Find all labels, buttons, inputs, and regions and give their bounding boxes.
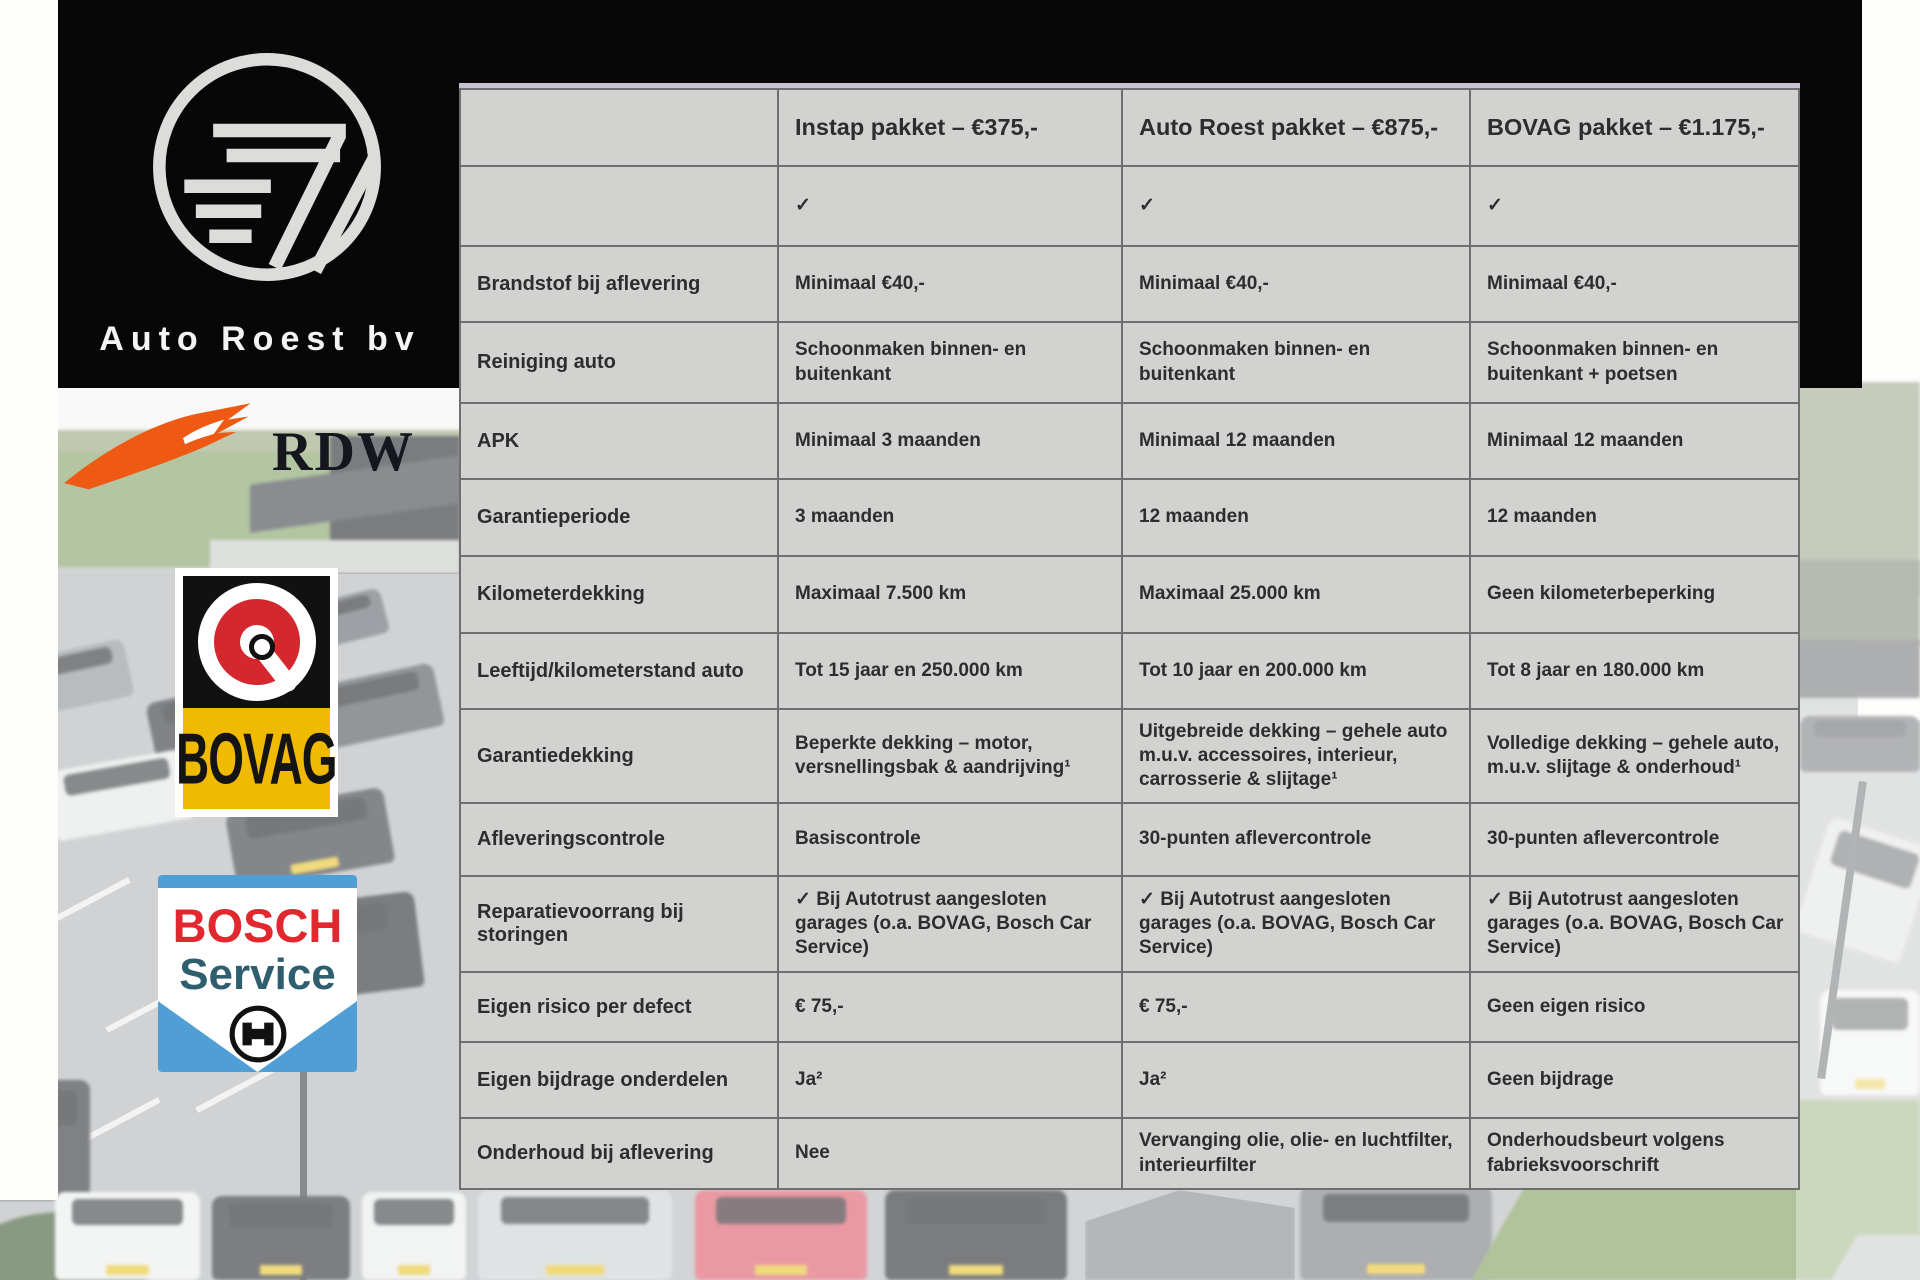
- package-cell: Minimaal 12 maanden: [1122, 403, 1470, 479]
- row-label: Garantiedekking: [460, 709, 778, 803]
- van-shape: [1300, 1186, 1492, 1280]
- package-cell: Tot 10 jaar en 200.000 km: [1122, 633, 1470, 709]
- package-cell: Volledige dekking – gehele auto, m.u.v. slijtage & onderhoud¹: [1470, 709, 1799, 803]
- table-row: [460, 709, 1799, 803]
- column-header: Auto Roest pakket – €875,-: [1122, 89, 1470, 166]
- package-cell: Beperkte dekking – motor, versnellingsbak & aandrijving¹: [778, 709, 1122, 803]
- car-shape: [478, 1190, 672, 1280]
- package-cell: Basiscontrole: [778, 803, 1122, 876]
- package-cell: ✓: [778, 166, 1122, 246]
- row-label: APK: [460, 403, 778, 479]
- bosch-service-wordmark: Service: [179, 950, 336, 999]
- containers-right: [1796, 640, 1920, 698]
- car-shape: [212, 1196, 350, 1280]
- package-cell: Ja²: [1122, 1042, 1470, 1118]
- package-cell: Ja²: [778, 1042, 1122, 1118]
- package-cell: € 75,-: [1122, 972, 1470, 1042]
- package-cell: Tot 8 jaar en 180.000 km: [1470, 633, 1799, 709]
- row-label: Eigen bijdrage onderdelen: [460, 1042, 778, 1118]
- package-cell: Tot 15 jaar en 250.000 km: [778, 633, 1122, 709]
- package-cell: 30-punten aflevercontrole: [1122, 803, 1470, 876]
- table-row: [460, 322, 1799, 403]
- package-cell: Onderhoudsbeurt volgens fabrieksvoorschrift: [1470, 1118, 1799, 1189]
- package-cell: Minimaal €40,-: [1122, 246, 1470, 322]
- grass-right: [1796, 1100, 1920, 1235]
- column-header: Instap pakket – €375,-: [778, 89, 1122, 166]
- package-cell: Maximaal 25.000 km: [1122, 556, 1470, 633]
- table-row: [460, 1042, 1799, 1118]
- bosch-service-logo: [158, 875, 357, 1072]
- package-cell: 30-punten aflevercontrole: [1470, 803, 1799, 876]
- package-cell: Minimaal €40,-: [778, 246, 1122, 322]
- package-cell: Minimaal €40,-: [1470, 246, 1799, 322]
- table-header-row: [460, 89, 1799, 166]
- row-label: Reparatievoorrang bij storingen: [460, 876, 778, 972]
- table-row: [460, 166, 1799, 246]
- bosch-wordmark: BOSCH: [172, 899, 343, 952]
- package-cell: Minimaal 3 maanden: [778, 403, 1122, 479]
- package-cell: 12 maanden: [1122, 479, 1470, 556]
- car-shape: [695, 1190, 867, 1280]
- row-label: Onderhoud bij aflevering: [460, 1118, 778, 1189]
- package-cell: Schoonmaken binnen- en buitenkant: [1122, 322, 1470, 403]
- package-cell: 3 maanden: [778, 479, 1122, 556]
- table-body: [460, 166, 1799, 1189]
- car-shape: [885, 1190, 1067, 1280]
- car-shape: [362, 1192, 466, 1280]
- table-row: [460, 803, 1799, 876]
- table-row: [460, 1118, 1799, 1189]
- row-label: [460, 166, 778, 246]
- package-cell: Geen kilometerbeperking: [1470, 556, 1799, 633]
- package-cell: 12 maanden: [1470, 479, 1799, 556]
- package-cell: Nee: [778, 1118, 1122, 1189]
- car-shape: [55, 1192, 200, 1280]
- car-shape: [1800, 716, 1920, 772]
- column-header: BOVAG pakket – €1.175,-: [1470, 89, 1799, 166]
- row-label: Brandstof bij aflevering: [460, 246, 778, 322]
- package-cell: ✓ Bij Autotrust aangesloten garages (o.a. BOVAG, Bosch Car Service): [778, 876, 1122, 972]
- table-row: [460, 876, 1799, 972]
- table-row: [460, 633, 1799, 709]
- hedge-right: [1796, 560, 1920, 645]
- row-label: Afleveringscontrole: [460, 803, 778, 876]
- row-label: Garantieperiode: [460, 479, 778, 556]
- row-label: Eigen risico per defect: [460, 972, 778, 1042]
- brand-name: Auto Roest bv: [99, 320, 421, 358]
- package-cell: Minimaal 12 maanden: [1470, 403, 1799, 479]
- package-cell: ✓ Bij Autotrust aangesloten garages (o.a. BOVAG, Bosch Car Service): [1122, 876, 1470, 972]
- bovag-emblem-icon: [183, 576, 330, 708]
- rdw-wordmark: RDW: [272, 421, 415, 483]
- row-label: Reiniging auto: [460, 322, 778, 403]
- bovag-wordmark: BOVAG: [176, 717, 337, 800]
- table-row: [460, 479, 1799, 556]
- rdw-logo: [60, 398, 420, 518]
- package-cell: ✓: [1470, 166, 1799, 246]
- package-cell: € 75,-: [778, 972, 1122, 1042]
- package-cell: ✓: [1122, 166, 1470, 246]
- table-row: [460, 246, 1799, 322]
- package-cell: Uitgebreide dekking – gehele auto m.u.v. accessoires, interieur, carrosserie & slijtage¹: [1122, 709, 1470, 803]
- package-cell: Geen bijdrage: [1470, 1042, 1799, 1118]
- table-row: [460, 972, 1799, 1042]
- package-cell: Schoonmaken binnen- en buitenkant + poetsen: [1470, 322, 1799, 403]
- 7r-monogram-icon: [142, 42, 392, 292]
- rdw-swoosh-icon: [60, 398, 265, 513]
- bosch-armature-icon: [227, 1003, 289, 1065]
- bosch-blue-bar: [158, 875, 357, 888]
- column-header: [460, 89, 778, 166]
- package-cell: Maximaal 7.500 km: [778, 556, 1122, 633]
- row-label: Kilometerdekking: [460, 556, 778, 633]
- sky-left-margin: [0, 0, 58, 1200]
- bovag-logo: [175, 568, 338, 817]
- package-cell: Geen eigen risico: [1470, 972, 1799, 1042]
- package-cell: ✓ Bij Autotrust aangesloten garages (o.a. BOVAG, Bosch Car Service): [1470, 876, 1799, 972]
- package-cell: Vervanging olie, olie- en luchtfilter, interieurfilter: [1122, 1118, 1470, 1189]
- package-cell: Schoonmaken binnen- en buitenkant: [778, 322, 1122, 403]
- row-label: Leeftijd/kilometerstand auto: [460, 633, 778, 709]
- packages-table: [459, 83, 1800, 1190]
- table-row: [460, 556, 1799, 633]
- auto-roest-logo: [60, 0, 460, 388]
- table-row: [460, 403, 1799, 479]
